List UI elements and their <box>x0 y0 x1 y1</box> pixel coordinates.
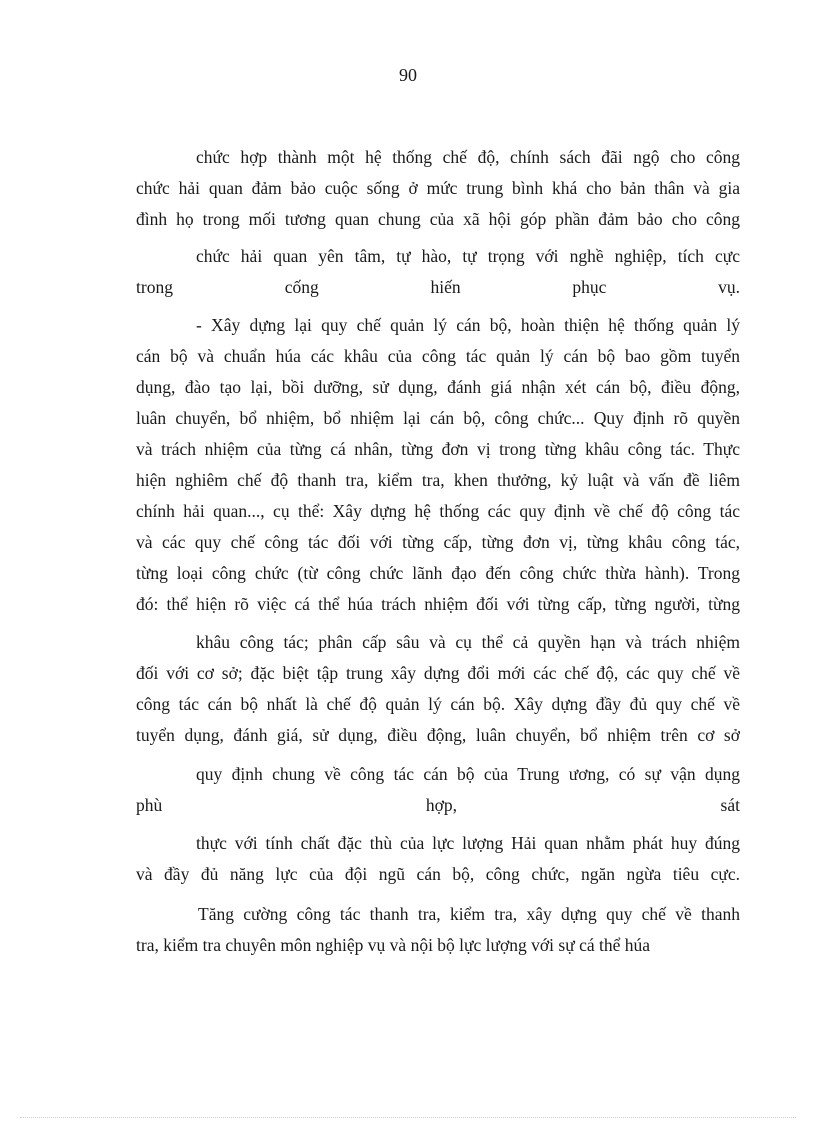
text-line: tra, kiểm tra chuyên môn nghiệp vụ và nội bộ lực lượng với sự cá thể húa <box>136 935 650 955</box>
text-line: dụng, đào tạo lại, bồi dưỡng, sử dụng, đánh giá nhận xét cán bộ, điều động, <box>136 377 740 397</box>
text-line: từng loại công chức (từ công chức lãnh đạo đến công chức thừa hành). Trong <box>136 563 740 583</box>
text-line: đối với cơ sở; đặc biệt tập trung xây dựng đổi mới các chế độ, các quy chế về <box>136 663 740 683</box>
text-line: luân chuyển, bổ nhiệm, bổ nhiệm lại cán bộ, công chức... Quy định rõ quyền <box>136 408 740 428</box>
text-line: tuyển dụng, đánh giá, sử dụng, điều động, luân chuyển, bổ nhiệm trên cơ sở <box>136 725 740 745</box>
word: vụ. <box>718 277 740 297</box>
text-line: thực với tính chất đặc thù của lực lượng Hải quan nhằm phát huy đúng <box>196 833 740 853</box>
word: hợp, <box>425 795 457 815</box>
text-line: chức hải quan yên tâm, tự hào, tự trọng với nghề nghiệp, tích cực <box>196 246 740 266</box>
text-line: khâu công tác; phân cấp sâu và cụ thể cả quyền hạn và trách nhiệm <box>196 632 740 652</box>
text-line: đình họ trong mối tương quan chung của xã hội góp phần đảm bảo cho công <box>136 209 740 229</box>
text-line: và đầy đủ năng lực của đội ngũ cán bộ, công chức, ngăn ngừa tiêu cực. <box>136 864 740 884</box>
text-line: chức hợp thành một hệ thống chế độ, chính sách đãi ngộ cho công <box>196 147 740 167</box>
text-line: chính hải quan..., cụ thể: Xây dựng hệ thống các quy định về chế độ công tác <box>136 501 740 521</box>
text-line: và các quy chế công tác đối với từng cấp, từng đơn vị, từng khâu công tác, <box>136 532 740 552</box>
text-line: quy định chung về công tác cán bộ của Trung ương, có sự vận dụng <box>196 764 740 784</box>
word: sát <box>720 795 740 815</box>
text-line: công tác cán bộ nhất là chế độ quản lý cán bộ. Xây dựng đầy đủ quy chế về <box>136 694 740 714</box>
word: phục <box>572 277 607 297</box>
word: hiến <box>430 277 461 297</box>
text-line: - Xây dựng lại quy chế quản lý cán bộ, hoàn thiện hệ thống quản lý <box>196 315 740 335</box>
word: cống <box>284 277 319 297</box>
word: phù <box>136 795 163 815</box>
text-line-spread <box>136 794 740 816</box>
footer-divider <box>20 1117 796 1118</box>
text-line: đó: thể hiện rõ việc cá thể húa trách nhiệm đối với từng cấp, từng người, từng <box>136 594 740 614</box>
text-line-spread <box>136 276 740 298</box>
word: trong <box>136 277 173 297</box>
page-number: 90 <box>399 65 417 85</box>
text-line: Tăng cường công tác thanh tra, kiểm tra, xây dựng quy chế về thanh <box>198 904 740 924</box>
text-line: hiện nghiêm chế độ thanh tra, kiểm tra, khen thưởng, kỷ luật và vấn đề liêm <box>136 470 740 490</box>
text-line: chức hải quan đảm bảo cuộc sống ở mức trung bình khá cho bản thân và gia <box>136 178 740 198</box>
text-line: cán bộ và chuẩn húa các khâu của công tác quản lý cán bộ bao gồm tuyển <box>136 346 740 366</box>
text-line: và trách nhiệm của từng cá nhân, từng đơn vị trong từng khâu công tác. Thực <box>136 439 740 459</box>
